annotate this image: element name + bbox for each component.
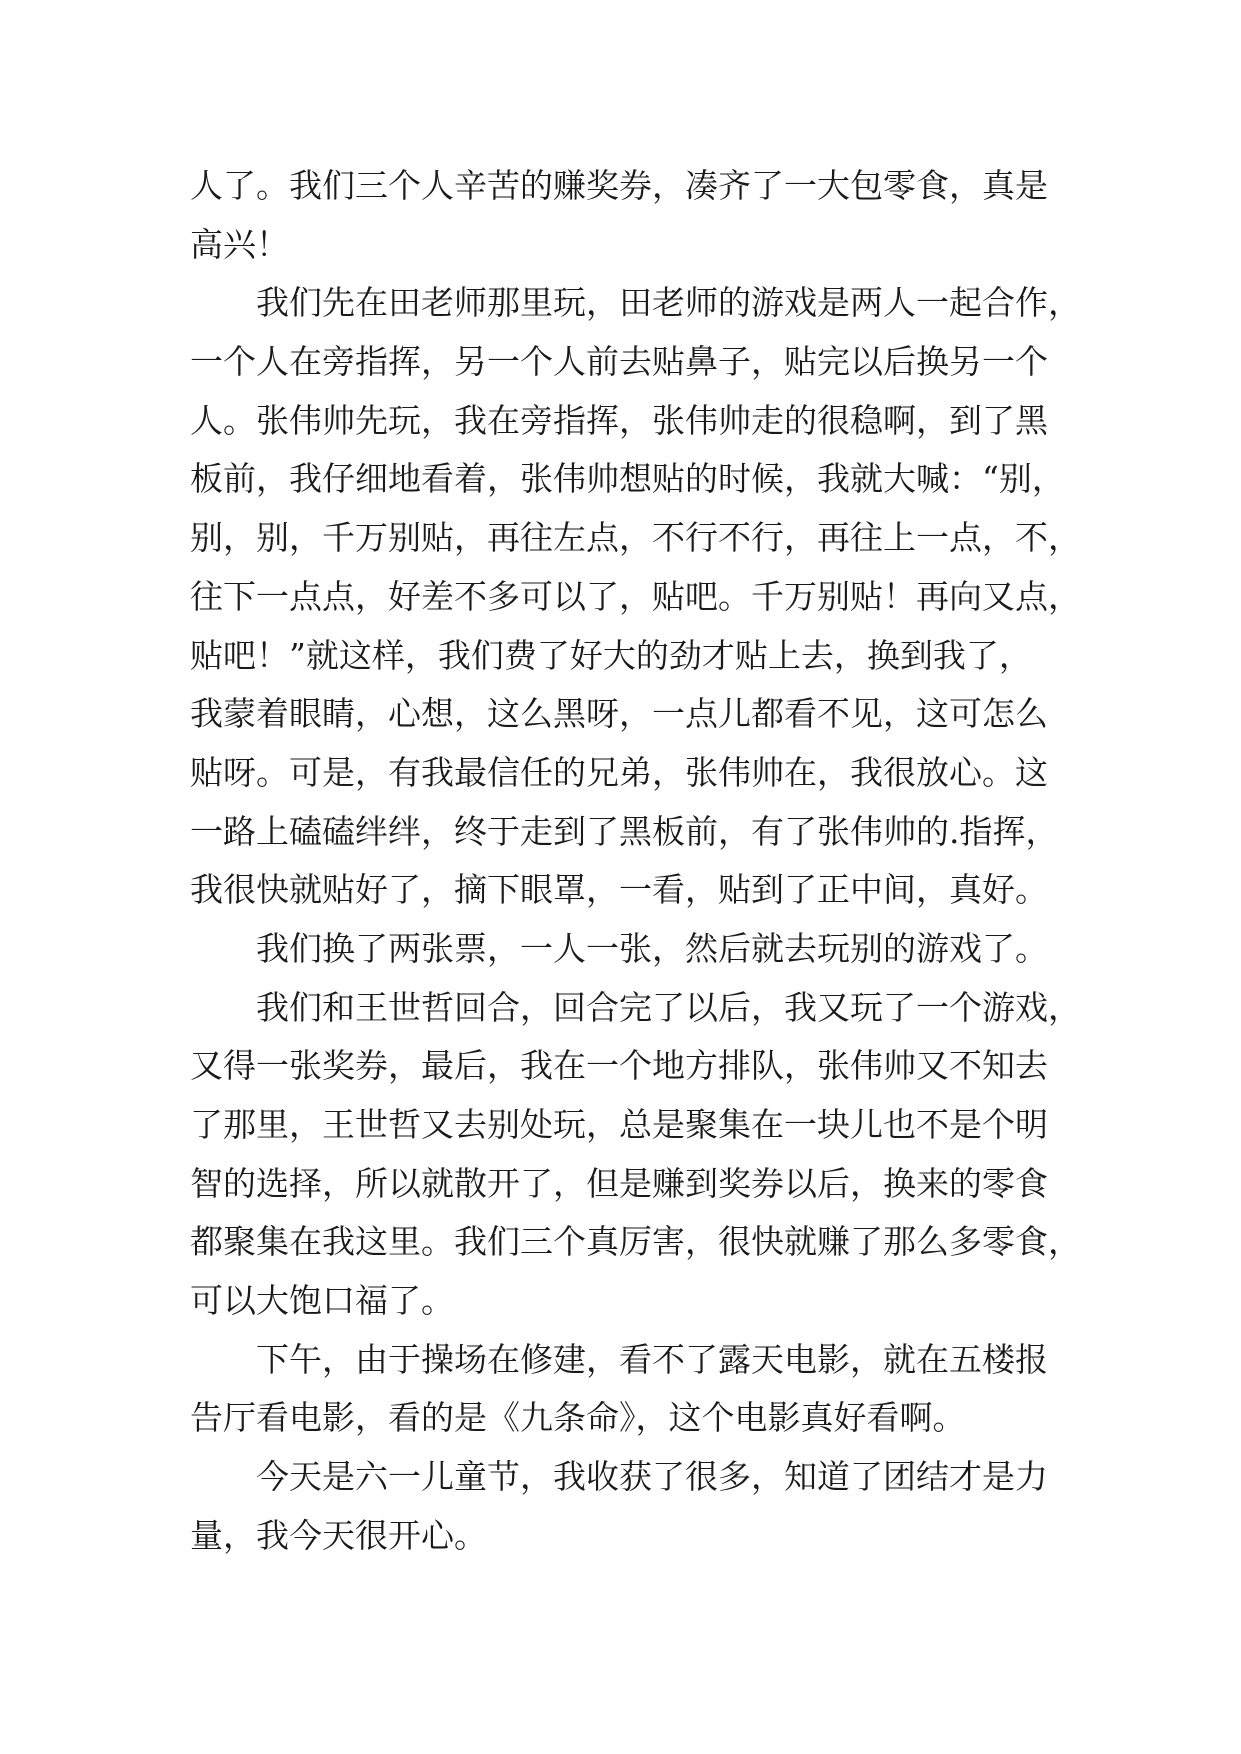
text-line: 我们换了两张票，一人一张，然后就去玩别的游戏了。 [256, 928, 1048, 968]
text-line: 我们先在田老师那里玩，田老师的游戏是两人一起合作， [256, 283, 1081, 323]
text-line: 别，别，千万别贴，再往左点，不行不行，再往上一点，不， [190, 518, 1081, 558]
text-line: 人。张伟帅先玩，我在旁指挥，张伟帅走的很稳啊，到了黑 [190, 400, 1048, 440]
text-line: 今天是六一儿童节，我收获了很多，知道了团结才是力 [256, 1457, 1048, 1497]
text-line: 可以大饱口福了。 [190, 1281, 454, 1321]
text-line: 了那里，王世哲又去别处玩，总是聚集在一块儿也不是个明 [190, 1105, 1048, 1144]
text-line: 高兴！ [190, 224, 289, 264]
text-line: 告厅看电影，看的是《九条命》，这个电影真好看啊。 [190, 1398, 966, 1438]
text-line: 往下一点点，好差不多可以了，贴吧。千万别贴！再向又点， [190, 576, 1081, 616]
text-line: 量，我今天很开心。 [190, 1515, 487, 1555]
text-line: 我很快就贴好了，摘下眼罩，一看，贴到了正中间，真好。 [190, 870, 1048, 910]
text-line: 人了。我们三个人辛苦的赚奖券，凑齐了一大包零食，真是 [190, 166, 1048, 205]
text-line: 板前，我仔细地看着，张伟帅想贴的时候，我就大喊：“别， [190, 459, 1065, 499]
text-line: 贴呀。可是，有我最信任的兄弟，张伟帅在，我很放心。这 [190, 752, 1048, 792]
essay-body [190, 157, 1081, 1566]
text-line: 贴吧！”就这样，我们费了好大的劲才贴上去，换到我了， [190, 635, 1032, 675]
text-line: 我们和王世哲回合，回合完了以后，我又玩了一个游戏， [256, 987, 1081, 1027]
text-line: 智的选择，所以就散开了，但是赚到奖券以后，换来的零食 [190, 1163, 1048, 1203]
text-line: 我蒙着眼睛，心想，这么黑呀，一点儿都看不见，这可怎么 [190, 694, 1048, 734]
text-line: 一路上磕磕绊绊，终于走到了黑板前，有了张伟帅的.指挥， [190, 811, 1059, 851]
text-line: 都聚集在我这里。我们三个真厉害，很快就赚了那么多零食， [190, 1222, 1081, 1262]
text-line: 下午，由于操场在修建，看不了露天电影，就在五楼报 [256, 1339, 1048, 1379]
text-line: 又得一张奖券，最后，我在一个地方排队，张伟帅又不知去 [190, 1046, 1048, 1086]
text-line: 一个人在旁指挥，另一个人前去贴鼻子，贴完以后换另一个 [190, 342, 1048, 382]
